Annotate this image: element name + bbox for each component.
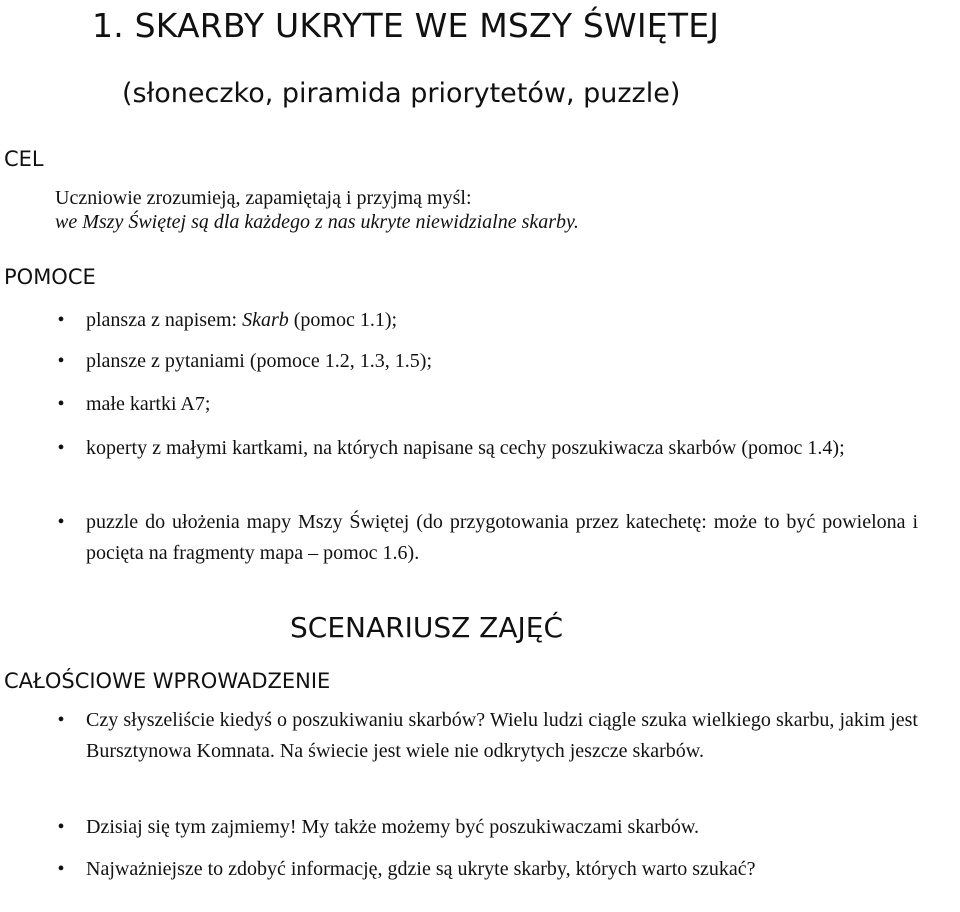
pomoce-heading: POMOCE: [4, 265, 96, 289]
list-item-text-part: plansza z napisem:: [86, 309, 243, 331]
bullet-icon: •: [57, 350, 65, 372]
goal-text: [55, 186, 579, 234]
list-item: [51, 705, 931, 767]
list-item-text: koperty z małymi kartkami, na których napisane są cechy poszukiwacza skarbów (pomoc 1.4);: [86, 437, 845, 459]
list-item-text: plansze z pytaniami (pomoce 1.2, 1.3, 1.5);: [86, 350, 433, 372]
list-item: [51, 433, 931, 464]
list-item: [51, 389, 931, 420]
bullet-icon: •: [57, 437, 65, 459]
list-item-text: Czy słyszeliście kiedyś o poszukiwaniu skarbów? Wielu ludzi ciągle szuka wielkiego skarbu, jakim jest Bursztynowa Komnata. Na świecie jest wiele nie odkrytych jeszcze skarbów.: [86, 709, 918, 762]
introduction-heading: CAŁOŚCIOWE WPROWADZENIE: [4, 669, 331, 693]
list-item: [51, 812, 931, 843]
list-item-text: Najważniejsze to zdobyć informację, gdzie są ukryte skarby, których warto szukać?: [86, 858, 756, 880]
list-item: [51, 305, 931, 336]
list-item-text: małe kartki A7;: [86, 393, 211, 415]
bullet-icon: •: [57, 309, 65, 331]
scenario-heading: SCENARIUSZ ZAJĘĆ: [290, 611, 564, 644]
list-item: [51, 507, 931, 569]
cel-heading: CEL: [4, 147, 44, 171]
bullet-icon: •: [57, 393, 65, 415]
list-item: [51, 346, 931, 377]
list-item-text: Dzisiaj się tym zajmiemy! My także możemy być poszukiwaczami skarbów.: [86, 816, 699, 838]
bullet-icon: •: [57, 709, 65, 731]
page-title: 1. SKARBY UKRYTE WE MSZY ŚWIĘTEJ: [92, 6, 720, 45]
page-subtitle: (słoneczko, piramida priorytetów, puzzle): [122, 78, 681, 109]
goal-line-1: Uczniowie zrozumieją, zapamiętają i przyjmą myśl:: [55, 187, 472, 209]
bullet-icon: •: [57, 511, 65, 533]
list-item-italic: Skarb: [242, 309, 289, 331]
goal-line-2: we Mszy Świętej są dla każdego z nas ukryte niewidzialne skarby.: [55, 211, 579, 233]
list-item-text: [86, 305, 918, 336]
list-item-text-part: (pomoc 1.1);: [288, 309, 398, 331]
list-item: [51, 854, 931, 885]
bullet-icon: •: [57, 858, 65, 880]
bullet-icon: •: [57, 816, 65, 838]
list-item-text: puzzle do ułożenia mapy Mszy Świętej (do przygotowania przez katechetę: może to być powielona i pocięta na fragmenty mapa – pomoc 1.6).: [86, 511, 918, 564]
